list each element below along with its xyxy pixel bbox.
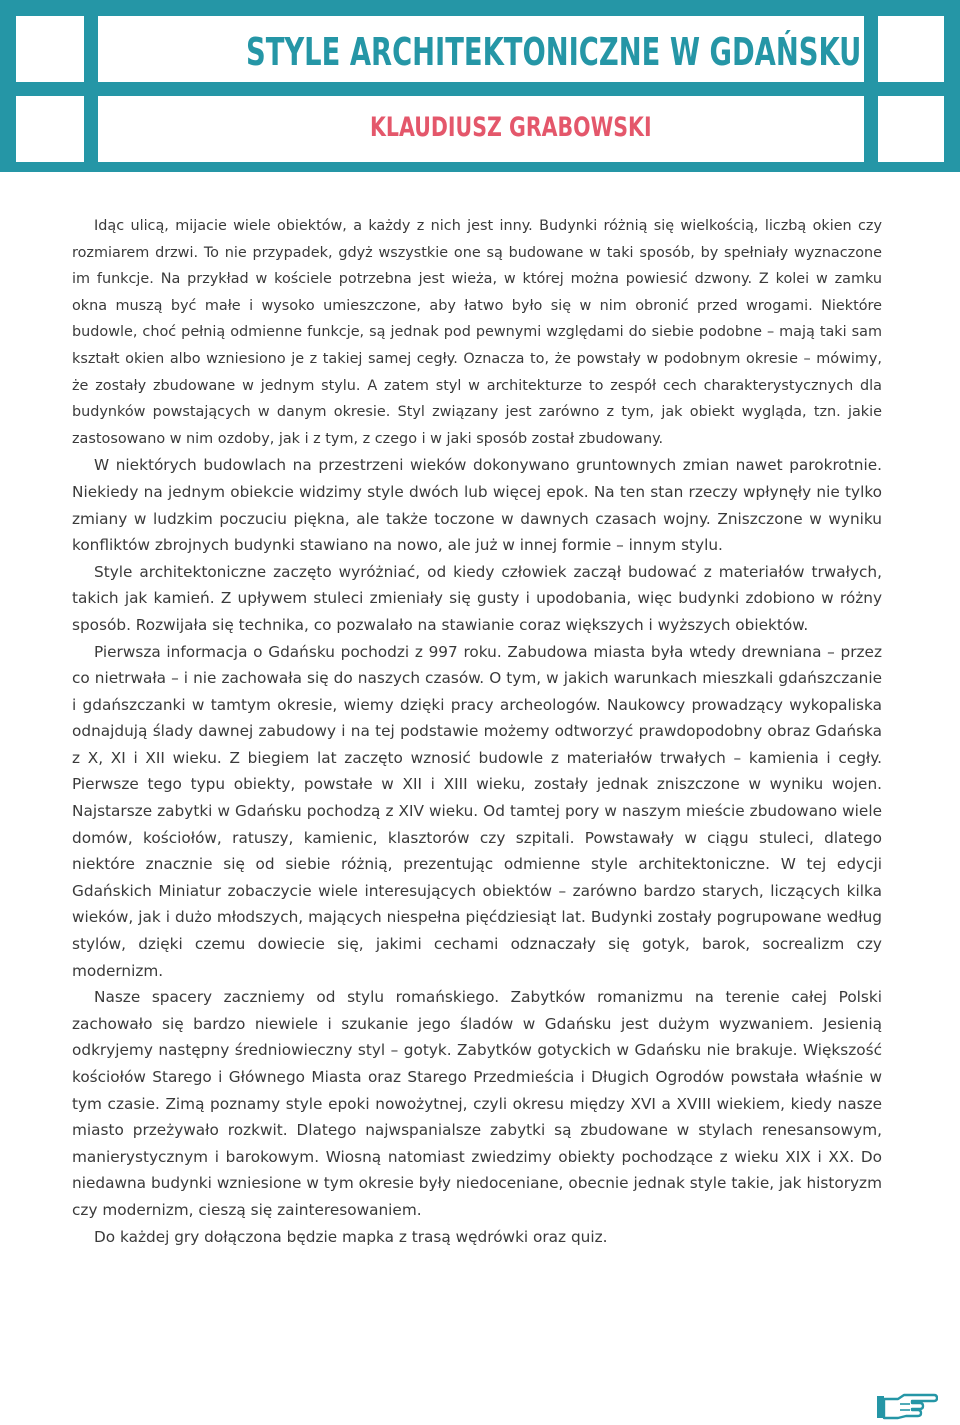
- decorative-square: [16, 96, 84, 162]
- pointing-hand-icon[interactable]: [876, 1392, 938, 1420]
- pointing-hand-icon-graphic: [876, 1392, 938, 1420]
- paragraph: W niektórych budowlach na przestrzeni wieków dokonywano gruntownych zmian nawet parokrotnie. Niekiedy na jednym obiekcie widzimy style dwóch lub więcej epok. Na ten stan rzeczy wpłynęły nie tylko zmiany w ludzkim poczuciu piękna, ale także toczone w dawnych czasach wojny. Zniszczone w wyniku konfliktów zbrojnych budynki stawiano na nowo, ale już w innej formie – innym stylu.: [72, 456, 882, 555]
- decorative-square: [878, 96, 944, 162]
- header-frame: [0, 0, 960, 172]
- decorative-square: [878, 16, 944, 82]
- page-title: STYLE ARCHITEKTONICZNE W GDAŃSKU: [246, 30, 862, 74]
- paragraph: Do każdej gry dołączona będzie mapka z trasą wędrówki oraz quiz.: [94, 1227, 608, 1246]
- author-panel: [98, 96, 864, 162]
- article-body: [72, 213, 882, 1250]
- decorative-square: [16, 16, 84, 82]
- title-panel: [98, 16, 864, 82]
- paragraph: Nasze spacery zaczniemy od stylu romańskiego. Zabytków romanizmu na terenie całej Polski zachowało się bardzo niewiele i szukanie jego śladów w Gdańsku jest dużym wyzwaniem. Jesienią odkryjemy następny średniowieczny styl – gotyk. Zabytków gotyckich w Gdańsku nie brakuje. Większość kościołów Starego i Głównego Miasta oraz Starego Przedmieścia i Długich Ogrodów powstała właśnie w tym czasie. Zimą poznamy style epoki nowożytnej, czyli okresu między XVI a XVIII wiekiem, kiedy nasze miasto przeżywało rozkwit. Dlatego najwspanialsze zabytki są zbudowane w stylach renesansowym, manierystycznym i barokowym. Wiosną natomiast zwiedzimy obiekty pochodzące z wieku XIX i XX. Do niedawna budynki wzniesione w tym okresie były niedoceniane, obecnie jednak style takie, jak historyzm czy modernizm, cieszą się zainteresowaniem.: [72, 988, 882, 1219]
- author-name: KLAUDIUSZ GRABOWSKI: [370, 112, 652, 143]
- paragraph: Pierwsza informacja o Gdańsku pochodzi z 997 roku. Zabudowa miasta była wtedy drewniana – przez co nietrwała – i nie zachowała się do naszych czasów. O tym, w jakich warunkach mieszkali gdańszczanie i gdańszczanki w tamtym okresie, wiemy dzięki pracy archeologów. Naukowcy prowadzący wykopaliska odnajdują ślady dawnej zabudowy i na tej podstawie możemy odtworzyć prawdopodobny obraz Gdańska z X, XI i XII wieku. Z biegiem lat zaczęto wznosić budowle z materiałów trwałych – kamienia i cegły. Pierwsze tego typu obiekty, powstałe w XII i XIII wieku, zostały jednak zniszczone w wyniku wojen. Najstarsze zabytki w Gdańsku pochodzą z XIV wieku. Od tamtej pory w naszym mieście zbudowano wiele domów, kościołów, ratuszy, kamienic, klasztorów czy szpitali. Powstawały w ciągu stuleci, dlatego niektóre znacznie się od siebie różnią, prezentując odmienne style architektoniczne. W tej edycji Gdańskich Miniatur zobaczycie wiele interesujących obiektów – zarówno bardzo starych, liczących kilka wieków, jak i dużo młodszych, mających niespełna pięćdziesiąt lat. Budynki zostały pogrupowane według stylów, dzięki czemu dowiecie się, jakimi cechami odznaczały się gotyk, barok, socrealizm czy modernizm.: [72, 642, 882, 980]
- paragraph: Style architektoniczne zaczęto wyróżniać, od kiedy człowiek zaczął budować z materiałów trwałych, takich jak kamień. Z upływem stuleci zmieniały się gusty i upodobania, więc budynki zdobiono w różny sposób. Rozwijała się technika, co pozwalało na stawianie coraz większych i wyższych obiektów.: [72, 562, 882, 634]
- paragraph: Idąc ulicą, mijacie wiele obiektów, a każdy z nich jest inny. Budynki różnią się wielkością, liczbą okien czy rozmiarem drzwi. To nie przypadek, gdyż wszystkie one są budowane w taki sposób, by spełniały wyznaczone im funkcje. Na przykład w kościele potrzebna jest wieża, w której można powiesić dzwony. Z kolei w zamku okna muszą być małe i wysoko umieszczone, aby łatwo było się w nim obronić przed wrogami. Niektóre budowle, choć pełnią odmienne funkcje, są jednak pod pewnymi względami do siebie podobne – mają taki sam kształt okien albo wzniesiono je z takiej samej cegły. Oznacza to, że powstały w podobnym okresie – mówimy, że zostały zbudowane w jednym stylu. A zatem styl w architekturze to zespół cech charakterystycznych dla budynków powstających w danym okresie. Styl związany jest zarówno z tym, jak obiekt wygląda, tzn. jakie zastosowano w nim ozdoby, jak i z tym, z czego i w jaki sposób został zbudowany.: [72, 218, 882, 447]
